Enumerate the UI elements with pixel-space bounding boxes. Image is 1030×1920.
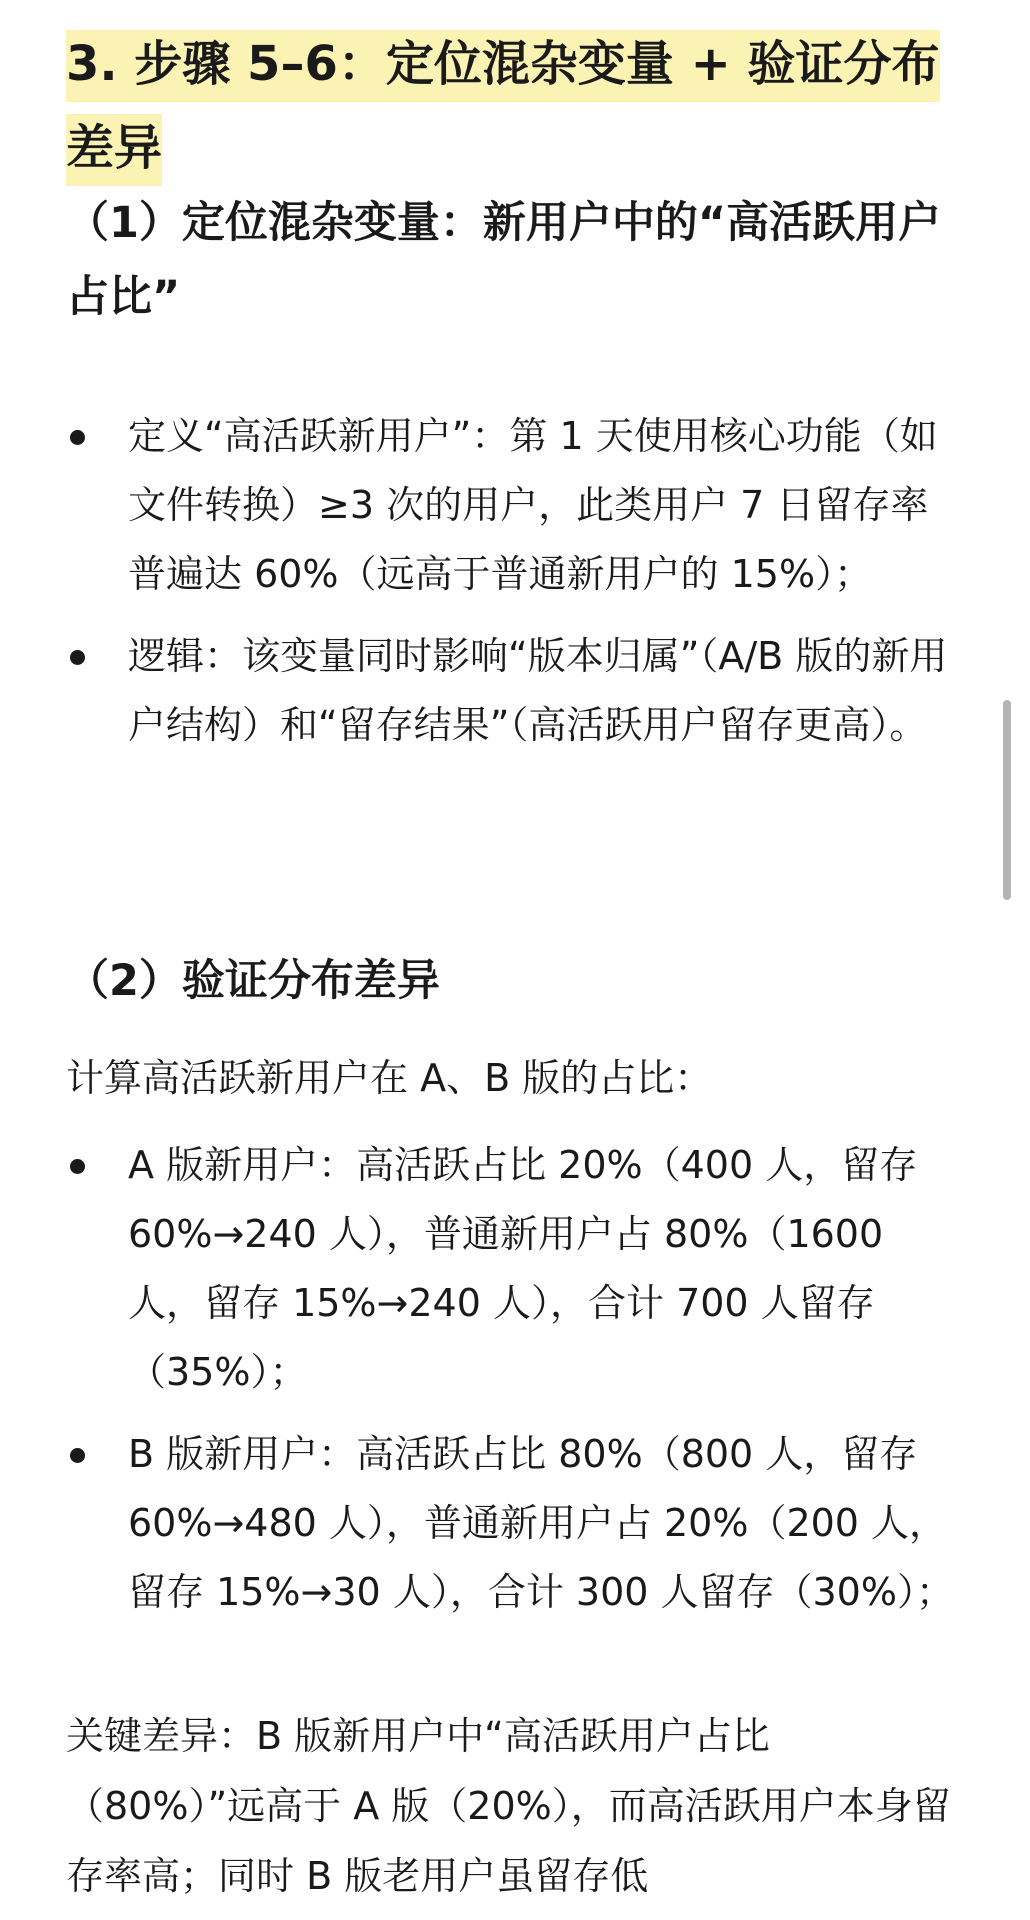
bullet-icon	[70, 650, 85, 665]
bullet-icon	[70, 1448, 85, 1463]
subsection-2-list	[66, 1131, 966, 1640]
section-heading-text: 3. 步骤 5–6：定位混杂变量 + 验证分布差异	[66, 30, 940, 186]
conclusion-paragraph: 关键差异：B 版新用户中“高活跃用户占比（80%）”远高于 A 版（20%），而高活跃用户本身留存率高；同时 B 版老用户虽留存低	[66, 1714, 951, 1898]
subsection-heading-1: （1）定位混杂变量：新用户中的“高活跃用户占比”	[66, 198, 942, 322]
scrollbar[interactable]	[1003, 700, 1011, 900]
section-heading	[66, 22, 966, 190]
list-item-text: B 版新用户：高活跃占比 80%（800 人，留存 60%→480 人），普通新用户占 20%（200 人，留存 15%→30 人），合计 300 人留存（30%）；	[128, 1432, 954, 1614]
list-item-text: 定义“高活跃新用户”：第 1 天使用核心功能（如文件转换）≥3 次的用户，此类用户 7 日留存率普遍达 60%（远高于普通新用户的 15%）；	[128, 414, 938, 596]
list-item	[66, 1131, 966, 1407]
subsection-heading-2: （2）验证分布差异	[66, 956, 440, 1006]
list-item	[66, 1420, 966, 1627]
list-item-text: 逻辑：该变量同时影响“版本归属”（A/B 版的新用户结构）和“留存结果”（高活跃用户留存更高）。	[128, 634, 948, 747]
subsection-1-list	[66, 402, 966, 773]
bullet-icon	[70, 1159, 85, 1174]
subsection-2-intro: 计算高活跃新用户在 A、B 版的占比：	[66, 1056, 713, 1100]
list-item	[66, 622, 966, 760]
list-item-text: A 版新用户：高活跃占比 20%（400 人，留存 60%→240 人），普通新用户占 80%（1600 人，留存 15%→240 人），合计 700 人留存（35%）；	[128, 1143, 918, 1394]
list-item	[66, 402, 966, 609]
bullet-icon	[70, 430, 85, 445]
